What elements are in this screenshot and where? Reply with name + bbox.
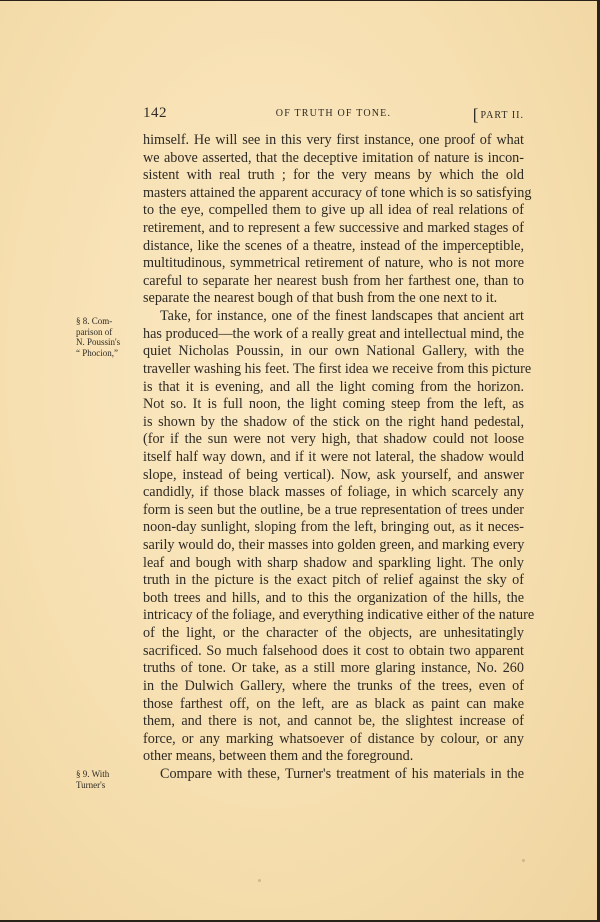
text-line: both trees and hills, and to this the organization of the hills, the <box>143 589 524 606</box>
text-line: masters attained the apparent accuracy of tone which is so satisfying <box>143 184 532 201</box>
text-line: itself half way down, and if it were not lateral, the shadow would <box>143 448 524 465</box>
text-line: sarily would do, their masses into golden green, and marking every <box>143 537 525 554</box>
part-label-text: PART II. <box>480 110 524 121</box>
part-label <box>473 105 524 125</box>
text-line: of the light, or the character of the objects, are unhesitatingly <box>143 625 524 642</box>
running-head <box>143 105 524 125</box>
text-line: them, and there is not, and cannot be, the slightest increase of <box>143 713 524 730</box>
text-line: sacrificed. So much falsehood does it cost to obtain two apparent <box>143 642 524 659</box>
margin-note-line: Turner's <box>76 779 106 790</box>
text-line: in the Dulwich Gallery, where the trunks of the trees, even of <box>143 677 524 694</box>
text-line: multitudinous, symmetrical retirement of nature, who is not more <box>143 255 524 272</box>
book-page <box>0 1 597 920</box>
text-line: careful to separate her nearest bush from her farthest one, than to <box>143 272 524 289</box>
text-line: distance, like the scenes of a theatre, instead of the imperceptible, <box>143 237 524 254</box>
text-line: quiet Nicholas Poussin, in our own National Gallery, with the <box>143 343 524 360</box>
text-line: retirement, and to represent a few successive and marked stages of <box>143 220 524 237</box>
text-line: Not so. It is full noon, the light coming steep from the left, as <box>143 396 524 413</box>
paragraph-start-line: Compare with these, Turner's treatment of his materials in the <box>160 765 524 782</box>
text-line: separate the nearest bough of that bush from the one next to it. <box>143 290 498 307</box>
margin-note-line: parison of <box>76 326 113 337</box>
text-line: has produced—the work of a really great and intellectual mind, the <box>143 325 524 342</box>
body-text <box>143 132 535 784</box>
text-line: other means, between them and the foreground. <box>143 748 414 765</box>
margin-note-line: “ Phocion,” <box>76 347 118 358</box>
text-line: (for if the sun were not very high, that shadow could not loose <box>143 431 524 448</box>
text-line: we above asserted, that the deceptive imitation of nature is incon- <box>143 149 524 166</box>
margin-note-line: § 8. Com- <box>76 316 113 326</box>
paper-speck <box>258 879 261 882</box>
margin-note-line: N. Poussin's <box>76 337 121 347</box>
text-line: truths of tone. Or take, as a still more glaring instance, No. 260 <box>143 660 524 677</box>
text-line: those farthest off, on the left, are as black as paint can make <box>143 695 524 712</box>
text-line: truth in the picture is the exact pitch of relief against the sky of <box>143 572 524 589</box>
text-line: slope, instead of being vertical). Now, ask yourself, and answer <box>143 466 524 483</box>
margin-note-section-8 <box>76 316 142 358</box>
paragraph-start-line: Take, for instance, one of the finest landscapes that ancient art <box>160 308 524 325</box>
text-line: force, or any marking whatsoever of distance by colour, or any <box>143 730 524 747</box>
text-line: intricacy of the foliage, and everything indicative either of the nature <box>143 607 535 624</box>
text-line: himself. He will see in this very first instance, one proof of what <box>143 132 524 148</box>
page-number: 142 <box>143 105 167 121</box>
text-line: traveller washing his feet. The first idea we receive from this picture <box>143 360 532 377</box>
text-line: is shown by the shadow of the stick on the right hand pedestal, <box>143 413 524 430</box>
text-line: to the eye, compelled them to give up all idea of real relations of <box>143 202 524 219</box>
margin-note-line: § 9. With <box>76 769 110 779</box>
margin-note-section-9 <box>76 769 142 790</box>
text-line: leaf and bough with sharp shadow and sparkling light. The only <box>143 554 524 571</box>
text-line: candidly, if those black masses of foliage, in which scarcely any <box>143 484 524 501</box>
paper-speck <box>522 859 525 862</box>
bracket-glyph: [ <box>472 105 480 124</box>
text-line: noon-day sunlight, sloping from the left, bringing out, as it neces- <box>143 519 524 536</box>
text-line: is that it is evening, and all the light coming from the horizon. <box>143 378 524 395</box>
text-line: sistent with real truth ; for the very means by which the old <box>143 167 524 184</box>
running-title: OF TRUTH OF TONE. <box>275 108 392 119</box>
text-line: form is seen but the outline, be a true representation of trees under <box>143 501 524 518</box>
